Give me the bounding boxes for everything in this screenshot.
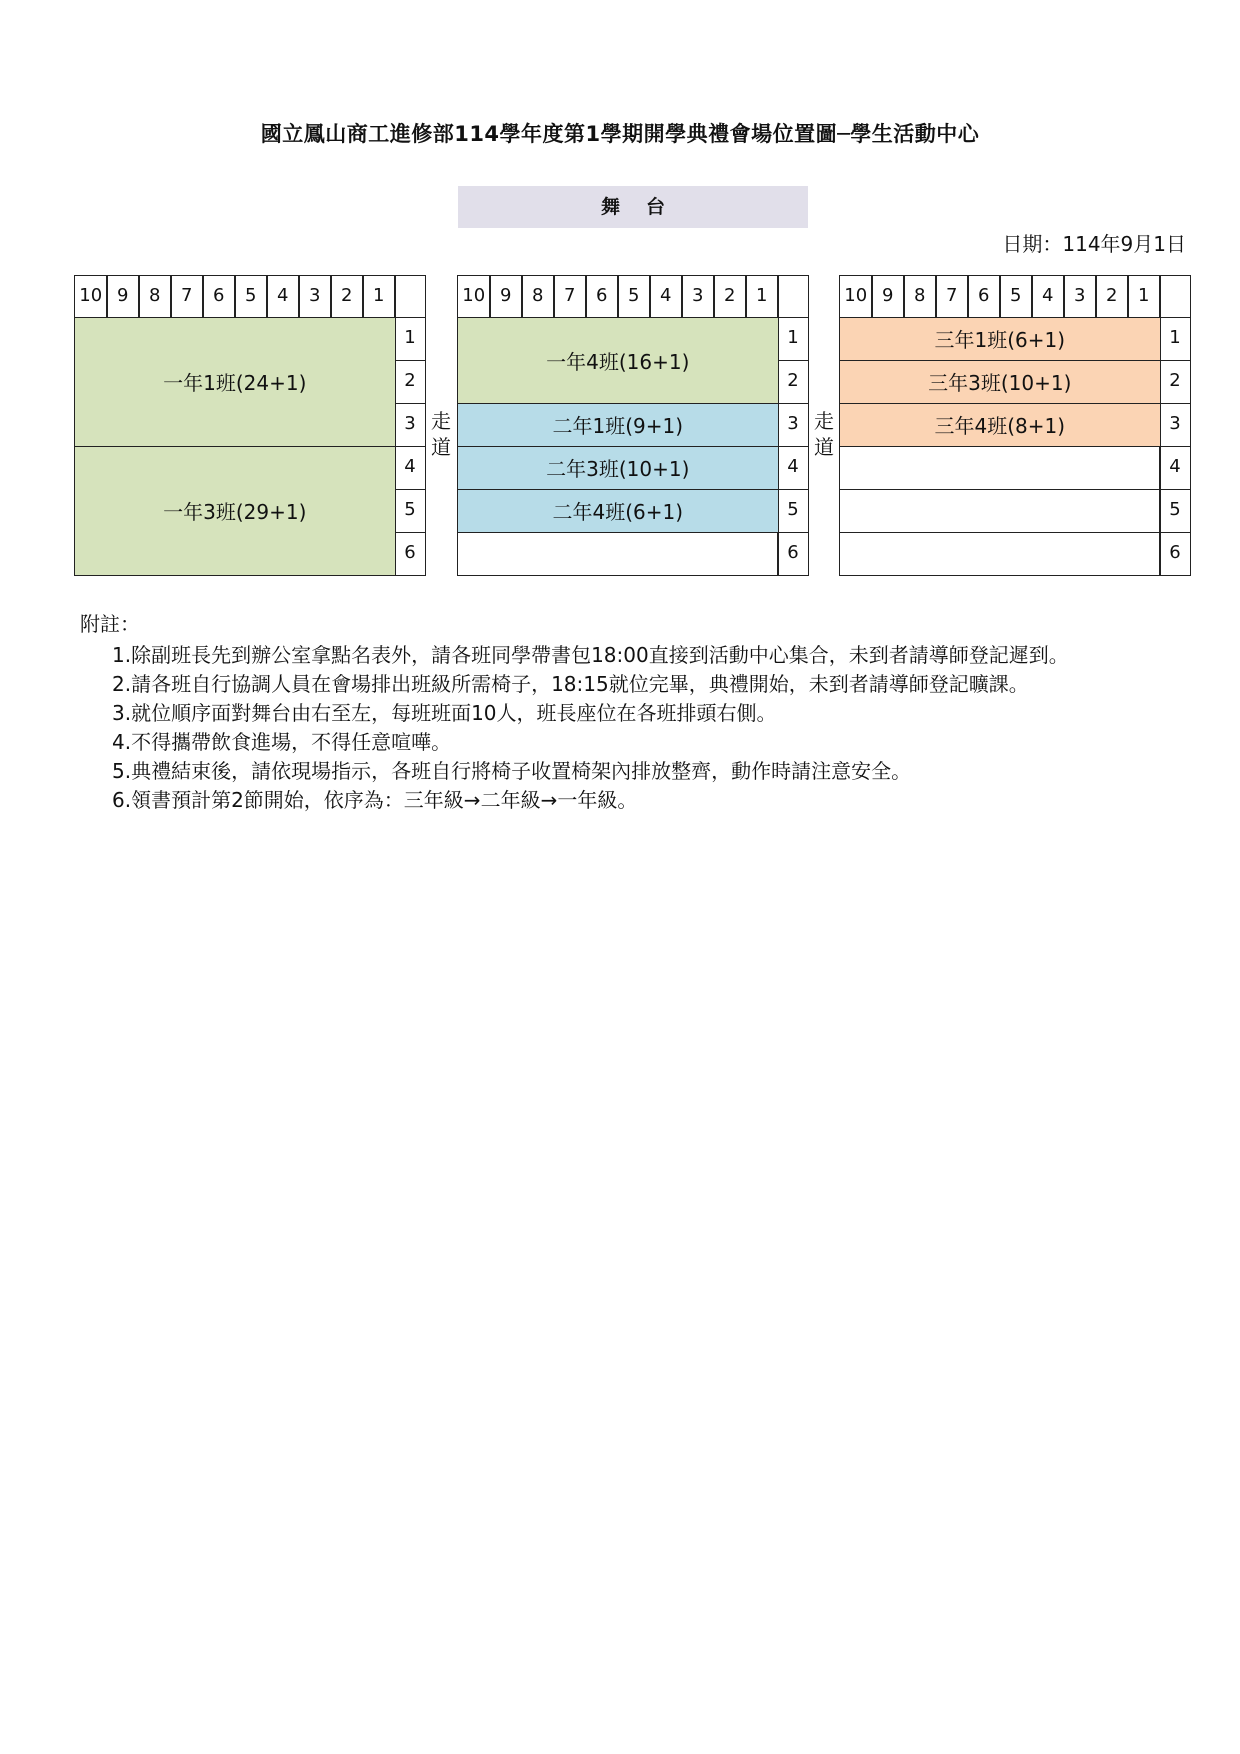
row-number: 2 (394, 360, 426, 405)
note-item: 5.典禮結束後，請依現場指示，各班自行將椅子收置椅架內排放整齊，動作時請注意安全。 (112, 759, 912, 783)
row-number: 1 (777, 317, 809, 362)
note-item: 2.請各班自行協調人員在會場排出班級所需椅子，18:15就位完畢，典禮開始，未到者請導師登記曠課。 (112, 672, 1029, 696)
row-number: 1 (1159, 317, 1191, 362)
aisle-char: 走 (814, 409, 834, 433)
row-number: 3 (777, 403, 809, 448)
seat-number-header: 4 (1031, 275, 1065, 318)
seat-number-header: 1 (1127, 275, 1161, 318)
empty-row (839, 446, 1161, 491)
seat-number-header: 10 (457, 275, 491, 318)
note-item: 6.領書預計第2節開始，依序為：三年級→二年級→一年級。 (112, 788, 638, 812)
seat-number-header: 5 (617, 275, 651, 318)
aisle-char: 走 (431, 409, 451, 433)
aisle-char: 道 (431, 435, 451, 459)
row-number: 2 (777, 360, 809, 405)
header-corner (777, 275, 809, 318)
seat-number-header: 2 (713, 275, 747, 318)
seat-number-header: 9 (489, 275, 523, 318)
seat-number-header: 7 (935, 275, 969, 318)
seat-number-header: 7 (170, 275, 204, 318)
row-number: 5 (394, 489, 426, 534)
class-seating-area: 一年1班(24+1) (74, 317, 396, 448)
seat-number-header: 10 (74, 275, 108, 318)
seat-number-header: 7 (553, 275, 587, 318)
seat-number-header: 4 (266, 275, 300, 318)
seat-number-header: 2 (1095, 275, 1129, 318)
note-item: 4.不得攜帶飲食進場，不得任意喧嘩。 (112, 730, 452, 754)
aisle-label-left (429, 408, 453, 460)
row-number: 3 (1159, 403, 1191, 448)
header-corner (394, 275, 426, 318)
class-seating-area: 三年3班(10+1) (839, 360, 1161, 405)
empty-row (839, 489, 1161, 534)
seat-number-header: 8 (903, 275, 937, 318)
row-number: 3 (394, 403, 426, 448)
class-seating-area: 二年3班(10+1) (457, 446, 779, 491)
aisle-char: 道 (814, 435, 834, 459)
seat-number-header: 9 (106, 275, 140, 318)
seat-number-header: 1 (362, 275, 396, 318)
row-number: 6 (777, 532, 809, 577)
row-number: 1 (394, 317, 426, 362)
stage-label: 舞台 (458, 186, 808, 228)
seat-number-header: 3 (681, 275, 715, 318)
class-seating-area: 三年4班(8+1) (839, 403, 1161, 448)
seat-number-header: 5 (234, 275, 268, 318)
empty-row (839, 532, 1161, 577)
aisle-label-right (812, 408, 836, 460)
row-number: 4 (777, 446, 809, 491)
seat-number-header: 6 (967, 275, 1001, 318)
row-number: 5 (777, 489, 809, 534)
row-number: 4 (394, 446, 426, 491)
row-number: 6 (1159, 532, 1191, 577)
header-corner (1159, 275, 1191, 318)
seat-number-header: 1 (745, 275, 779, 318)
seat-number-header: 8 (138, 275, 172, 318)
seat-number-header: 4 (649, 275, 683, 318)
empty-row (457, 532, 779, 577)
seat-number-header: 5 (999, 275, 1033, 318)
note-item: 1.除副班長先到辦公室拿點名表外，請各班同學帶書包18:00直接到活動中心集合，未到者請導師登記遲到。 (112, 643, 1069, 667)
seat-number-header: 3 (1063, 275, 1097, 318)
class-seating-area: 一年4班(16+1) (457, 317, 779, 405)
notes-section (80, 610, 1069, 815)
event-date: 日期：114年9月1日 (1002, 232, 1186, 256)
class-seating-area: 三年1班(6+1) (839, 317, 1161, 362)
document-title: 國立鳳山商工進修部114學年度第1學期開學典禮會場位置圖─學生活動中心 (260, 122, 980, 146)
note-item: 3.就位順序面對舞台由右至左，每班班面10人，班長座位在各班排頭右側。 (112, 701, 777, 725)
seat-number-header: 9 (871, 275, 905, 318)
class-seating-area: 一年3班(29+1) (74, 446, 396, 577)
row-number: 4 (1159, 446, 1191, 491)
row-number: 5 (1159, 489, 1191, 534)
seat-number-header: 3 (298, 275, 332, 318)
seat-number-header: 8 (521, 275, 555, 318)
row-number: 2 (1159, 360, 1191, 405)
seat-number-header: 6 (585, 275, 619, 318)
class-seating-area: 二年1班(9+1) (457, 403, 779, 448)
seat-number-header: 2 (330, 275, 364, 318)
seat-number-header: 6 (202, 275, 236, 318)
class-seating-area: 二年4班(6+1) (457, 489, 779, 534)
seat-number-header: 10 (839, 275, 873, 318)
notes-heading: 附註： (80, 612, 140, 636)
row-number: 6 (394, 532, 426, 577)
